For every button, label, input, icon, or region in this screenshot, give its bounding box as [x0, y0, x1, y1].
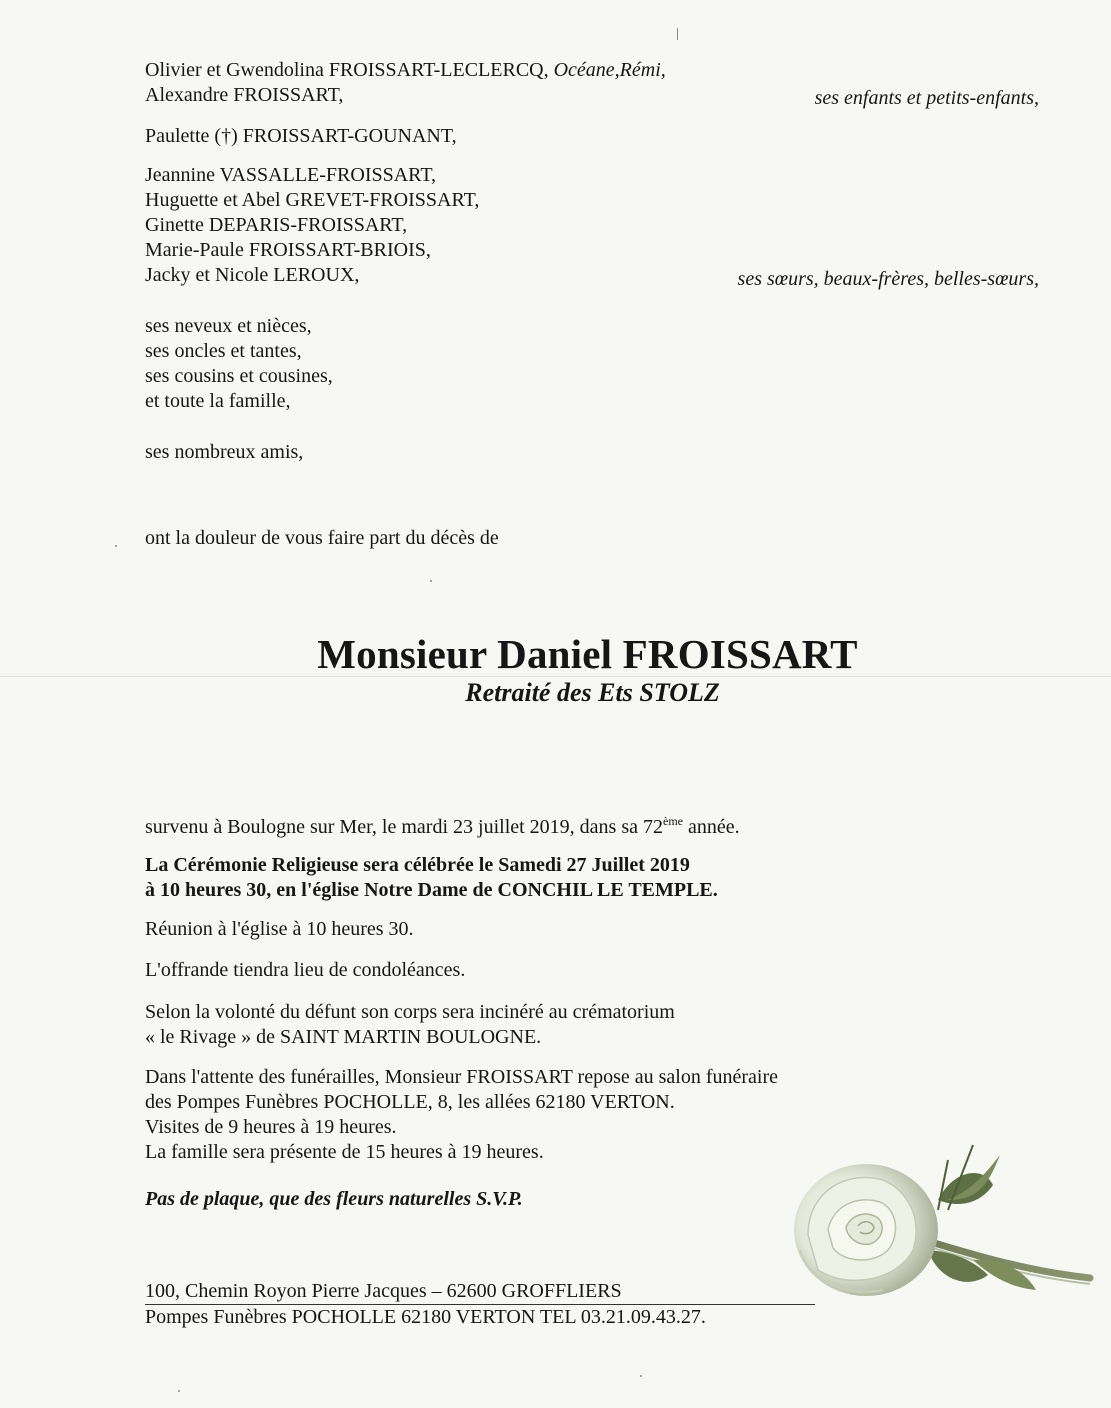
- sibling-line: Jacky et Nicole LEROUX,: [145, 264, 360, 286]
- extended-line: ses cousins et cousines,: [145, 365, 333, 387]
- cremation-line-1: Selon la volonté du défunt son corps sera incinéré au crématorium: [145, 1001, 675, 1023]
- sibling-line: Jeannine VASSALLE-FROISSART,: [145, 164, 437, 186]
- meeting-line: Réunion à l'église à 10 heures 30.: [145, 918, 414, 940]
- sibling-line: Huguette et Abel GREVET-FROISSART,: [145, 189, 480, 211]
- scan-speck: [677, 28, 678, 40]
- viewing-block: [145, 1065, 778, 1165]
- flowers-note: Pas de plaque, que des fleurs naturelles S.V.P.: [145, 1188, 523, 1210]
- viewing-line: Visites de 9 heures à 19 heures.: [145, 1116, 397, 1138]
- siblings-block: [145, 163, 479, 288]
- cremation-line-2: « le Rivage » de SAINT MARTIN BOULOGNE.: [145, 1026, 542, 1048]
- announcement-line: ont la douleur de vous faire part du décès de: [145, 527, 499, 549]
- sibling-line: Marie-Paule FROISSART-BRIOIS,: [145, 239, 431, 261]
- children-relation: ses enfants et petits-enfants,: [814, 87, 1039, 109]
- death-line: survenu à Boulogne sur Mer, le mardi 23 juillet 2019, dans sa 72ème année.: [145, 814, 740, 838]
- ceremony-line-1: La Cérémonie Religieuse sera célébrée le Samedi 27 Juillet 2019: [145, 854, 690, 876]
- ceremony-line-2: à 10 heures 30, en l'église Notre Dame de CONCHIL LE TEMPLE.: [145, 879, 718, 901]
- deceased-subtitle: Retraité des Ets STOLZ: [465, 678, 720, 707]
- viewing-line: des Pompes Funèbres POCHOLLE, 8, les allées 62180 VERTON.: [145, 1091, 675, 1113]
- extended-line: et toute la famille,: [145, 390, 291, 412]
- children-block: [145, 58, 666, 108]
- cremation-block: [145, 1000, 675, 1050]
- scan-speck: [640, 1375, 642, 1377]
- viewing-line: Dans l'attente des funérailles, Monsieur FROISSART repose au salon funéraire: [145, 1066, 778, 1088]
- extended-line: ses oncles et tantes,: [145, 340, 302, 362]
- footer-funeral-home: Pompes Funèbres POCHOLLE 62180 VERTON TEL 03.21.09.43.27.: [145, 1306, 706, 1328]
- extended-family-block: [145, 314, 333, 414]
- scan-speck: [178, 1390, 180, 1392]
- children-line-1: Olivier et Gwendolina FROISSART-LECLERCQ, Océane,Rémi,: [145, 59, 666, 81]
- spouse-line: Paulette (†) FROISSART-GOUNANT,: [145, 125, 457, 147]
- children-line-2: Alexandre FROISSART,: [145, 84, 344, 106]
- friends-line: ses nombreux amis,: [145, 441, 304, 463]
- scan-speck: [430, 580, 432, 582]
- sibling-line: Ginette DEPARIS-FROISSART,: [145, 214, 408, 236]
- viewing-line: La famille sera présente de 15 heures à 19 heures.: [145, 1141, 544, 1163]
- offering-line: L'offrande tiendra lieu de condoléances.: [145, 959, 466, 981]
- deceased-name: Monsieur Daniel FROISSART: [317, 631, 858, 677]
- white-rose-icon: [788, 1140, 1098, 1310]
- scan-speck: [115, 545, 117, 547]
- extended-line: ses neveux et nièces,: [145, 315, 312, 337]
- footer-address: 100, Chemin Royon Pierre Jacques – 62600 GROFFLIERS: [145, 1280, 622, 1302]
- ceremony-block: [145, 853, 718, 903]
- siblings-relation: ses sœurs, beaux-frères, belles-sœurs,: [737, 268, 1039, 290]
